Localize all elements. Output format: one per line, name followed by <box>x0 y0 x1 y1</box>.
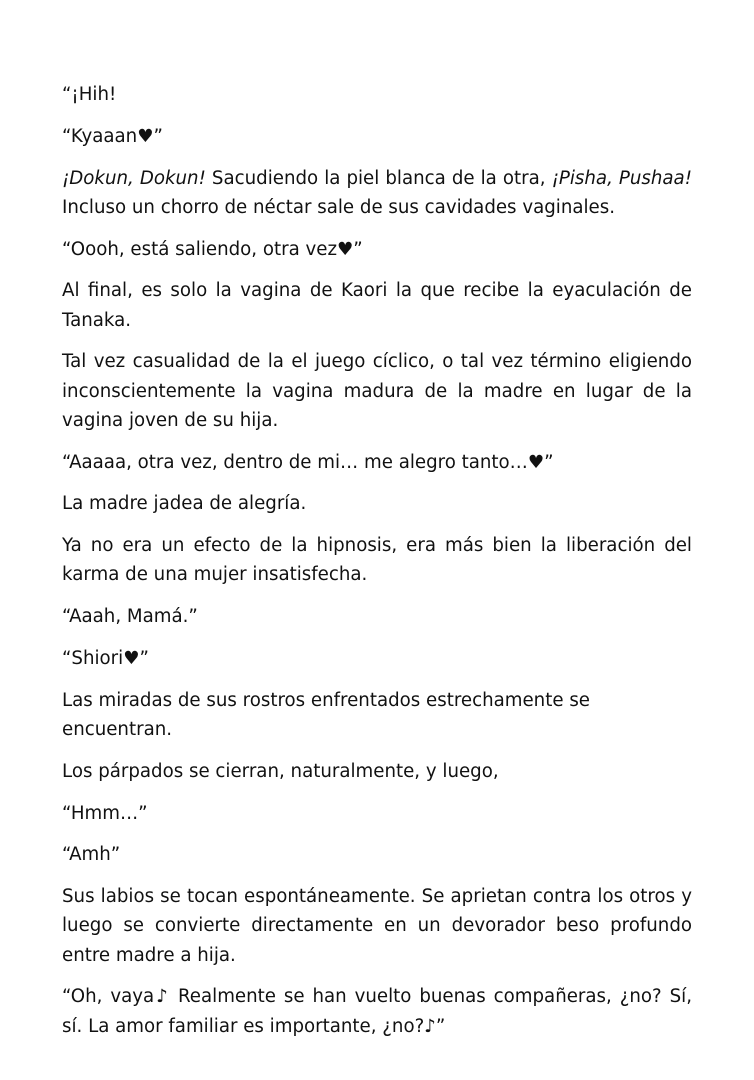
paragraph <box>62 448 692 477</box>
text-run: Sacudiendo la piel blanca de la otra, <box>205 167 552 189</box>
text-run: “Aaaaa, otra vez, dentro de mi… me alegro tanto…♥” <box>62 451 554 473</box>
paragraph <box>62 882 692 970</box>
text-run: Incluso un chorro de néctar sale de sus cavidades vaginales. <box>62 196 615 218</box>
paragraph <box>62 235 692 264</box>
text-run: Sus labios se tocan espontáneamente. Se aprietan contra los otros y luego se convierte directamente en un devorador beso profundo entre madre a hija. <box>62 886 692 966</box>
paragraph <box>62 347 692 435</box>
document-page <box>62 80 692 1053</box>
text-run: Las miradas de sus rostros enfrentados estrechamente se encuentran. <box>62 689 590 740</box>
paragraph <box>62 757 692 786</box>
paragraph <box>62 164 692 222</box>
text-run: “Shiori♥” <box>62 647 149 669</box>
paragraph <box>62 644 692 673</box>
text-run: “Aaah, Mamá.” <box>62 606 198 628</box>
text-run: “Kyaaan♥” <box>62 125 163 147</box>
text-run: Al final, es solo la vagina de Kaori la que recibe la eyaculación de Tanaka. <box>62 280 692 331</box>
text-run: Los párpados se cierran, naturalmente, y luego, <box>62 760 499 782</box>
paragraph <box>62 276 692 334</box>
paragraph <box>62 80 692 109</box>
paragraph <box>62 531 692 589</box>
paragraph <box>62 799 692 828</box>
text-run: Tal vez casualidad de la el juego cíclico, o tal vez término eligiendo inconscientemente la vagina madura de la madre en lugar de la vagina joven de su hija. <box>62 351 692 431</box>
text-run: “¡Hih! <box>62 84 117 105</box>
text-run: “Oh, vaya♪ Realmente se han vuelto buenas compañeras, ¿no? Sí, sí. La amor familiar es importante, ¿no?♪” <box>62 986 692 1037</box>
text-run: “Hmm…” <box>62 802 148 824</box>
text-run: Ya no era un efecto de la hipnosis, era más bien la liberación del karma de una mujer insatisfecha. <box>62 535 692 586</box>
paragraph <box>62 489 692 518</box>
italic-text: ¡Pisha, Pushaa! <box>551 167 692 189</box>
paragraph <box>62 122 692 151</box>
paragraph <box>62 982 692 1040</box>
paragraph <box>62 840 692 869</box>
paragraph <box>62 602 692 631</box>
paragraph <box>62 686 692 744</box>
text-run: La madre jadea de alegría. <box>62 493 307 515</box>
italic-text: ¡Dokun, Dokun! <box>62 167 206 189</box>
text-run: “Oooh, está saliendo, otra vez♥” <box>62 238 363 260</box>
text-run: “Amh” <box>62 844 121 866</box>
